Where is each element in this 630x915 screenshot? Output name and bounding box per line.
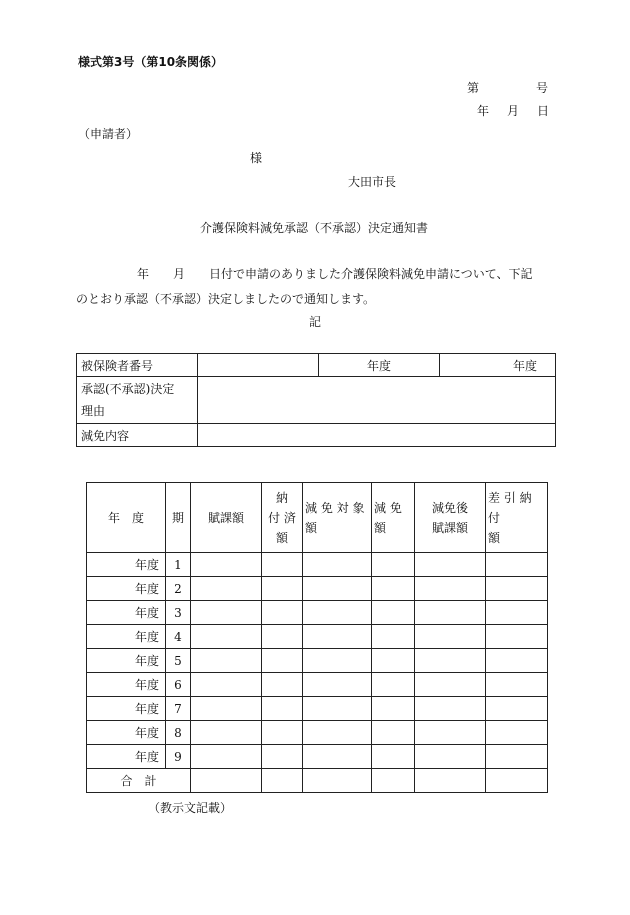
header-after-2: 賦課額: [431, 520, 468, 535]
document-number-prefix: 第: [467, 81, 480, 95]
header-after: [415, 483, 486, 553]
body-line-1-text: 日付で申請のありました介護保険料減免申請について、下記: [209, 267, 533, 281]
header-target-2: 額: [305, 520, 318, 535]
body-line-1: [137, 265, 533, 282]
table-row: [87, 697, 548, 721]
header-target: [303, 483, 372, 553]
fiscal-year-1: 年度: [319, 354, 440, 377]
row-period: 9: [166, 745, 191, 769]
body-line-2: のとおり承認（不承認）決定しましたので通知します。: [76, 292, 376, 306]
header-diff: [486, 483, 548, 553]
table-row: [87, 553, 548, 577]
header-exempt-1: 減 免: [374, 500, 402, 515]
row-year: 年度: [87, 673, 166, 697]
form-number-label: 様式第3号（第10条関係）: [78, 55, 224, 69]
instruction-note: （教示文記載）: [148, 801, 233, 815]
row-year: 年度: [87, 697, 166, 721]
header-exempt-2: 額: [374, 520, 387, 535]
ki-marker: 記: [309, 315, 322, 329]
row-period: 2: [166, 577, 191, 601]
header-year: 年 度: [87, 483, 166, 553]
applicant-label: （申請者）: [78, 127, 139, 141]
table-row: [87, 721, 548, 745]
row-period: 8: [166, 721, 191, 745]
date-month: 月: [507, 104, 520, 118]
table-row: [87, 577, 548, 601]
header-target-1: 減 免 対 象: [305, 500, 365, 515]
header-after-1: 減免後: [431, 500, 468, 515]
table-row: [87, 745, 548, 769]
insured-number-value: [198, 354, 319, 377]
row-period: 5: [166, 649, 191, 673]
header-exempt: [372, 483, 415, 553]
row-year: 年度: [87, 553, 166, 577]
fiscal-year-2: 年度: [440, 354, 556, 377]
insured-number-label: 被保険者番号: [77, 354, 198, 377]
row-year: 年度: [87, 649, 166, 673]
total-label: 合 計: [87, 769, 191, 793]
info-table: [76, 353, 556, 447]
honorific-sama: 様: [250, 151, 263, 165]
decision-reason-label: [77, 377, 198, 424]
date-day: 日: [537, 104, 550, 118]
row-period: 1: [166, 553, 191, 577]
row-period: 6: [166, 673, 191, 697]
detail-table: [86, 482, 548, 793]
header-paid-1: 納: [275, 490, 288, 505]
table-row: [87, 601, 548, 625]
row-year: 年度: [87, 721, 166, 745]
body-year: 年: [137, 267, 150, 281]
header-period: 期: [166, 483, 191, 553]
row-year: 年度: [87, 745, 166, 769]
total-row: [87, 769, 548, 793]
row-year: 年度: [87, 577, 166, 601]
header-paid-3: 額: [275, 530, 288, 545]
decision-reason-value: [198, 377, 556, 424]
issuer-mayor: 大田市長: [348, 175, 397, 189]
table-row: [87, 625, 548, 649]
reduction-content-value: [198, 424, 556, 447]
row-year: 年度: [87, 625, 166, 649]
header-diff-2: 額: [488, 530, 501, 545]
header-paid-2: 付 済: [268, 510, 296, 525]
body-month: 月: [173, 267, 186, 281]
date-year: 年: [477, 104, 490, 118]
header-assessed: 賦課額: [191, 483, 262, 553]
row-period: 4: [166, 625, 191, 649]
document-number-suffix: 号: [536, 81, 549, 95]
table-row: [87, 649, 548, 673]
document-title: 介護保険料減免承認（不承認）決定通知書: [200, 221, 429, 235]
decision-reason-label-1: 承認(不承認)決定: [81, 382, 175, 396]
row-year: 年度: [87, 601, 166, 625]
decision-reason-label-2: 理由: [81, 404, 106, 418]
table-row: [87, 673, 548, 697]
reduction-content-label: 減免内容: [77, 424, 198, 447]
header-diff-1: 差 引 納 付: [488, 490, 532, 525]
row-period: 3: [166, 601, 191, 625]
row-period: 7: [166, 697, 191, 721]
header-paid: [262, 483, 303, 553]
